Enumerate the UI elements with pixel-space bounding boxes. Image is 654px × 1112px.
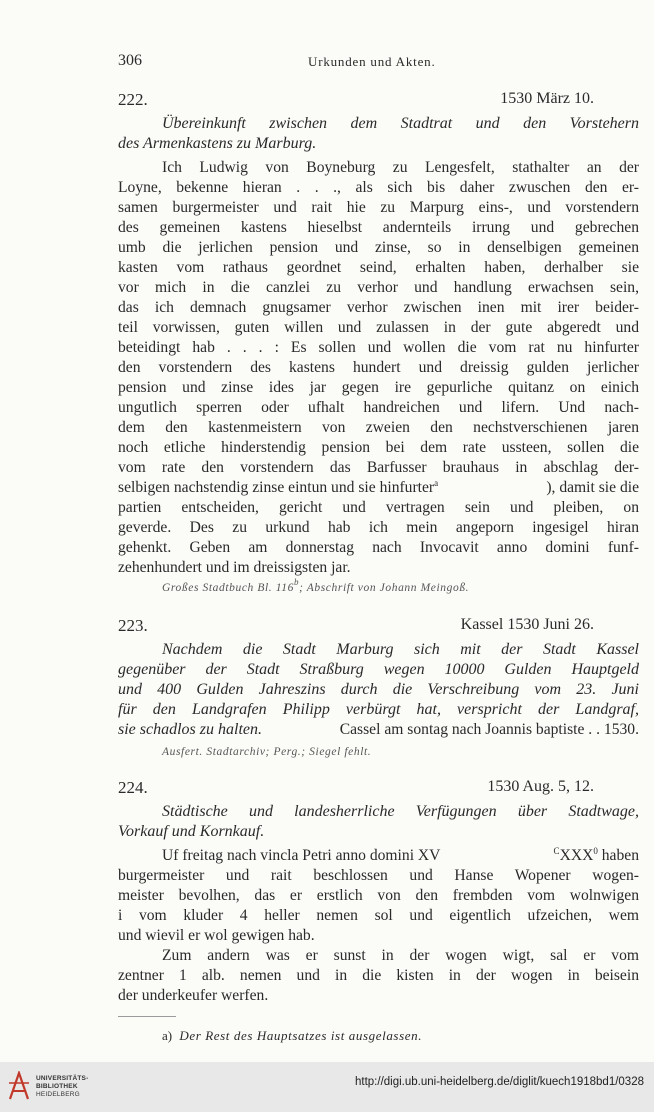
title-223-italic-end: sie schadlos zu halten.: [118, 721, 262, 738]
library-name-line: HEIDELBERG: [36, 1091, 80, 1098]
body-224-first-text: Uf freitag nach vincla Petri anno domini XV: [162, 847, 441, 864]
body-224-line: der underkeufer werfen.: [118, 987, 269, 1004]
running-title: Urkunden und Akten.: [308, 54, 436, 69]
body-224-line: i vom kluder 4 heller nemen sol und eigentlich ufzeichen, wem: [118, 907, 639, 924]
body-222-line: das ich demnach gnugsamer verhor zwischen inen mit irer beider-: [118, 299, 639, 316]
document-date-224: 1530 Aug. 5, 12.: [487, 778, 594, 795]
body-222-line: umb die jerlichen pension und zinse, so in denselbigen gemeinen: [118, 239, 639, 256]
body-222-line: vor mich in die canzlei zu verhor und handlung erwachsen sein,: [118, 279, 639, 296]
body-224-line: burgermeister und rait beschlossen und Hanse Wopener wogen-: [118, 867, 639, 884]
body-222-line: partien entscheiden, gericht und vertragen sein und pleiben, on: [118, 499, 639, 516]
date-line-223: Cassel am sontag nach Joannis baptiste . . 1530.: [339, 721, 639, 738]
source-222-tail: ; Abschrift von Johann Meingoß.: [299, 582, 470, 594]
sup-0: 0: [593, 846, 598, 856]
body-224-line: und wievil er wol gewigen hab.: [118, 927, 315, 944]
body-222-line: ungutlich sperren oder ufhalt handreichen und lifern. Und nach-: [118, 399, 639, 416]
library-name: [36, 1075, 88, 1099]
body-222-line: den vorstendern des kastens hundert und dreissig gulden jerlicher: [118, 359, 639, 376]
library-logo-icon: [8, 1071, 30, 1101]
body-224-first-tail: haben: [597, 847, 639, 864]
roman-numeral: XXX: [559, 847, 594, 864]
document-number-222: 222.: [118, 90, 148, 109]
title-222-line: Übereinkunft zwischen dem Stadtrat und den Vorstehern: [162, 115, 639, 132]
sup-c: C: [553, 846, 560, 856]
body-222-line: beteidingt hab . . . : Es sollen und wollen die vom rat nu hinfurter: [118, 339, 639, 356]
title-224-line: Vorkauf und Kornkauf.: [118, 823, 265, 840]
source-222-text: Großes Stadtbuch Bl. 116: [162, 582, 294, 594]
body-222-line: des gemeinen kastens hieselbst andernteils irrung und gebrechen: [118, 219, 639, 236]
source-222-sup: b: [293, 577, 300, 587]
body-222-line: vom rate den vorstendern das Barfusser brauhaus in abschlag der-: [118, 459, 639, 476]
body-222-line-tail: ), damit sie die: [546, 479, 639, 496]
body-224-line: meister bevolhen, das er erstlich von den frembden vom wolnwigen: [118, 887, 639, 904]
body-222-line-with-note: [118, 478, 639, 498]
footer-bar: [0, 1062, 654, 1112]
body-222-line: zehenhundert und im dreissigsten jar.: [118, 559, 351, 576]
footnote-marker: a): [162, 1028, 173, 1043]
title-222-line: des Armenkastens zu Marburg.: [118, 135, 317, 152]
source-note-222: [162, 577, 470, 594]
body-222-line: kasten vom rathaus geordnet seind, erhalten haben, derhalber sie: [118, 259, 639, 276]
footnote-rule: [118, 1016, 176, 1017]
body-222-line-text: selbigen nachstendig zinse eintun und sie hinfurter: [118, 479, 435, 496]
body-222-line: pension und zinse ides jar gegen ire gepurliche quitanz on einich: [118, 379, 639, 396]
body-222-line: samen burgermeister und rait hie zu Marpurg eins-, und vorstendern: [118, 199, 639, 216]
body-224-first-line: [162, 846, 639, 866]
body-222-line: Ich Ludwig von Boyneburg zu Lengesfelt, stathalter an der: [162, 159, 639, 176]
body-222-line: Loyne, bekenne hieran . . ., als sich bis daher zwuschen den er-: [118, 179, 639, 196]
footnote-text: Der Rest des Hauptsatzes ist ausgelassen.: [179, 1028, 423, 1043]
body-222-line: teil vorwissen, guten willen und zulassen in der gute abgeredt und: [118, 319, 639, 336]
body-222-line: dem den kastenmeistern von zweien den nechstverschienen jaren: [118, 419, 639, 436]
footnote-ref-a: a: [434, 478, 439, 488]
footnote: [162, 1028, 422, 1044]
body-222-line: noch etliche hinderstendig pension bei dem rate ussteen, sollen die: [118, 439, 639, 456]
body-224-line: Zum andern was er sunst in der wogen wigt, sal er vom: [162, 947, 639, 964]
body-222-line: geverde. Des zu urkund hab ich mein angeporn ingesigel hiran: [118, 519, 639, 536]
title-223-last-line: [118, 720, 639, 740]
page-number: 306: [118, 52, 142, 69]
permalink-url[interactable]: http://digi.ub.uni-heidelberg.de/diglit/kuech1918bd1/0328: [355, 1076, 644, 1088]
source-note-223: Ausfert. Stadtarchiv; Perg.; Siegel fehlt.: [162, 746, 372, 758]
body-222-line: gehenkt. Geben am donnerstag nach Invocavit anno domini funf-: [118, 539, 639, 556]
document-date-222: 1530 März 10.: [500, 90, 594, 107]
document-date-223: Kassel 1530 Juni 26.: [460, 616, 594, 633]
body-224-line: zentner 1 alb. nemen und in die kisten in der wogen in beisein: [118, 967, 639, 984]
title-223-line: Nachdem die Stadt Marburg sich mit der Stadt Kassel: [162, 641, 639, 658]
document-number-223: 223.: [118, 616, 148, 635]
title-223-line: gegenüber der Stadt Straßburg wegen 10000 Gulden Hauptgeld: [118, 661, 639, 678]
title-223-line: und 400 Gulden Jahreszins durch die Verschreibung vom 23. Juni: [118, 681, 639, 698]
library-name-line: UNIVERSITÄTS-: [36, 1075, 89, 1082]
library-name-line: BIBLIOTHEK: [36, 1083, 78, 1090]
title-224-line: Städtische und landesherrliche Verfügungen über Stadtwage,: [162, 803, 639, 820]
title-223-line: für den Landgrafen Philipp verbürgt hat, verspricht der Landgraf,: [118, 701, 639, 718]
document-number-224: 224.: [118, 778, 148, 797]
